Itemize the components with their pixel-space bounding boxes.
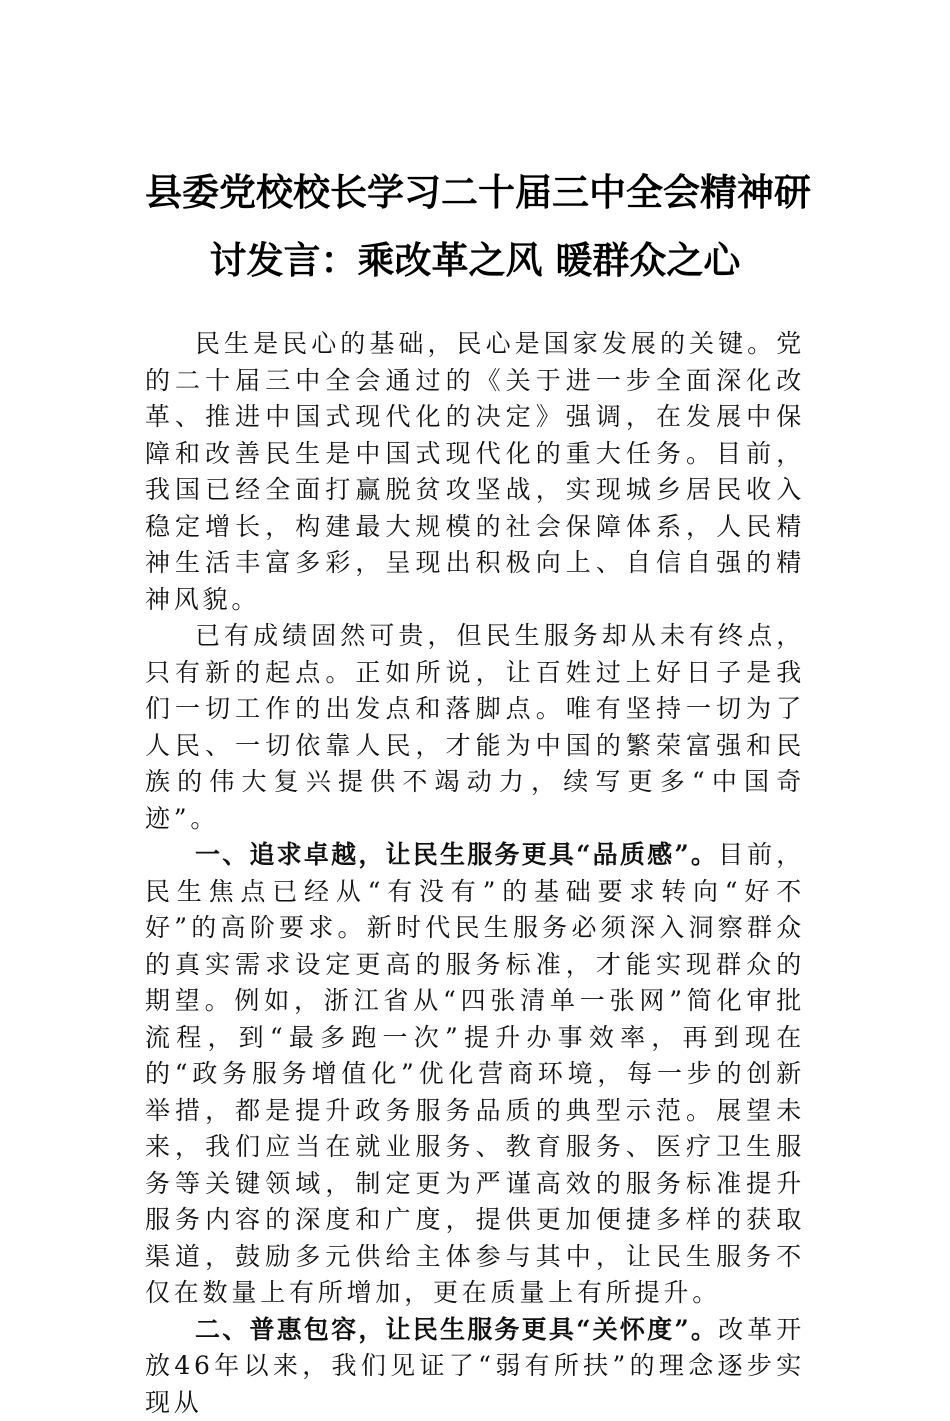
paragraph-text: 改革开放46年以来，我们见证了“弱有所扶”的理念逐步实现从 <box>145 1315 805 1417</box>
paragraph-2 <box>145 618 805 837</box>
section-heading: 一、追求卓越，让民生服务更具“品质感”。 <box>195 840 718 869</box>
document-title <box>145 158 805 294</box>
title-line-1: 县委党校校长学习二十届三中全会精神研 <box>145 158 805 226</box>
title-line-2: 讨发言：乘改革之风 暖群众之心 <box>145 226 805 294</box>
paragraph-text: 目前，民生焦点已经从“有没有”的基础要求转向“好不好”的高阶要求。新时代民生服务必须深入洞察群众的真实需求设定更高的服务标准，才能实现群众的期望。例如，浙江省从“四张清单一张网”简化审批流程，到“最多跑一次”提升办事效率，再到现在的“政务服务增值化”优化营商环境，每一步的创新举措，都是提升政务服务品质的典型示范。展望未来，我们应当在就业服务、教育服务、医疗卫生服务等关键领域，制定更为严谨高效的服务标准提升服务内容的深度和广度，提供更加便捷多样的获取渠道，鼓励多元供给主体参与其中，让民生服务不仅在数量上有所增加，更在质量上有所提升。 <box>145 840 805 1307</box>
paragraph-4 <box>145 1312 805 1421</box>
paragraph-3 <box>145 837 805 1312</box>
document-body <box>145 326 805 1421</box>
paragraph-text: 已有成绩固然可贵，但民生服务却从未有终点，只有新的起点。正如所说，让百姓过上好日子是我们一切工作的出发点和落脚点。唯有坚持一切为了人民、一切依靠人民，才能为中国的繁荣富强和民族的伟大复兴提供不竭动力，续写更多“中国奇迹”。 <box>145 621 805 833</box>
paragraph-text: 民生是民心的基础，民心是国家发展的关键。党的二十届三中全会通过的《关于进一步全面深化改革、推进中国式现代化的决定》强调，在发展中保障和改善民生是中国式现代化的重大任务。目前，我国已经全面打赢脱贫攻坚战，实现城乡居民收入稳定增长，构建最大规模的社会保障体系，人民精神生活丰富多彩，呈现出积极向上、自信自强的精神风貌。 <box>145 329 805 614</box>
section-heading: 二、普惠包容，让民生服务更具“关怀度”。 <box>195 1315 718 1344</box>
paragraph-1 <box>145 326 805 618</box>
